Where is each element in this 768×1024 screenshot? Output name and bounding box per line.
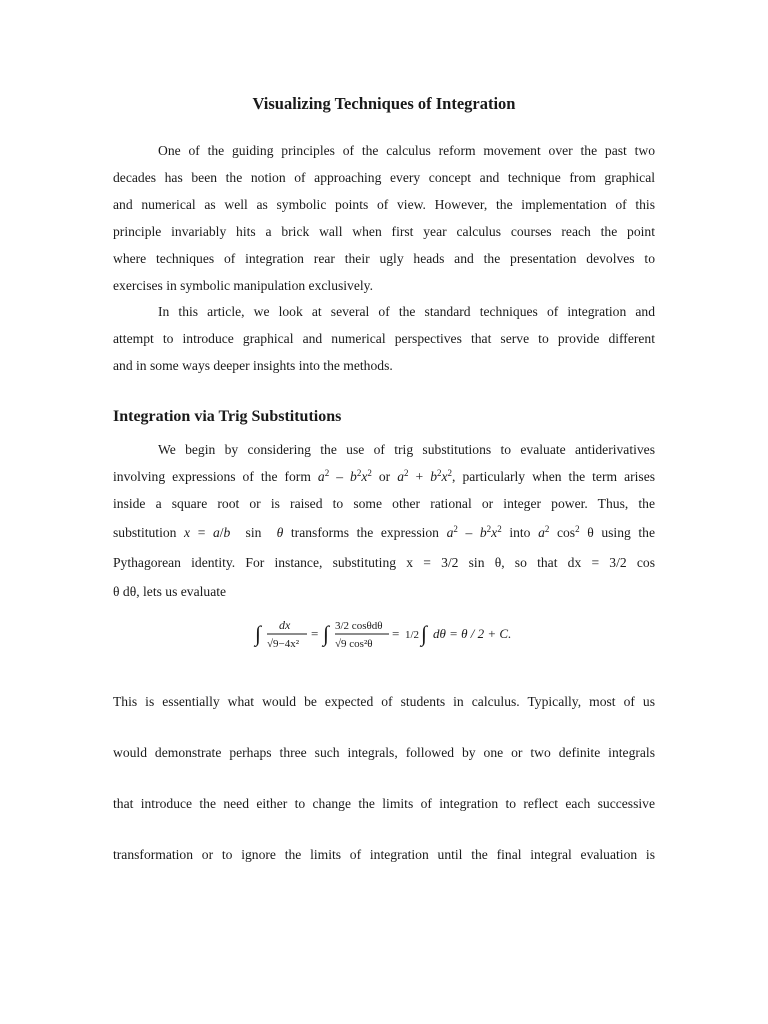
denominator: √9−4x²	[267, 638, 300, 650]
text-line: that introduce the need either to change the limits of integration to reflect each successive	[113, 796, 655, 811]
text-line: would demonstrate perhaps three such integrals, followed by one or two definite integrals	[113, 745, 655, 760]
page-title: Visualizing Techniques of Integration	[252, 94, 516, 113]
intro-paragraph-1	[113, 137, 655, 299]
text-line: In this article, we look at several of the standard techniques of integration and	[158, 304, 655, 319]
text-line: attempt to introduce graphical and numerical perspectives that serve to provide different	[113, 331, 655, 346]
intro-paragraph-2	[113, 298, 655, 379]
text-line: decades has been the notion of approaching every concept and technique from graphical	[113, 170, 655, 185]
result-expression: dθ = θ / 2 + C.	[433, 626, 512, 641]
text-line: substitution x = a/b sin θ transforms the expression $a^2 - b^2x^2$ into $a^2$ $\cos^2 \theta$ using the	[113, 524, 655, 540]
section-heading: Integration via Trig Substitutions	[113, 408, 342, 425]
denominator: √9 cos²θ	[335, 638, 373, 650]
text-line: and numerical as well as symbolic points of view. However, the implementation of this	[113, 197, 655, 212]
integral-sign: ∫	[255, 621, 262, 646]
text-line: where techniques of integration rear their ugly heads and the presentation devolves to	[113, 251, 655, 266]
integral-sign: ∫	[323, 621, 330, 646]
text-line: exercises in symbolic manipulation exclusively.	[113, 278, 373, 293]
numerator: 3/2 cosθdθ	[335, 620, 383, 632]
integral-sign: ∫	[421, 621, 428, 646]
text-line: θ dθ, lets us evaluate	[113, 584, 227, 599]
text-line: One of the guiding principles of the calculus reform movement over the past two	[158, 143, 655, 158]
section-paragraph	[113, 436, 655, 605]
integral-equation	[255, 610, 515, 654]
numerator: dx	[279, 618, 291, 632]
equals-sign: =	[311, 626, 319, 641]
text-line: We begin by considering the use of trig substitutions to evaluate antiderivatives	[158, 442, 655, 457]
closing-paragraph	[113, 676, 655, 880]
equation-graphic	[255, 610, 515, 656]
text-line: inside a square root or is raised to some other rational or integer power. Thus, the	[113, 496, 655, 511]
text-line: involving expressions of the form $a^2 - b^2x^2$ or $a^2 + b^2x^2$, particularly when the term arises	[113, 468, 656, 484]
equals-sign: =	[392, 626, 400, 641]
text-line: This is essentially what would be expected of students in calculus. Typically, most of us	[113, 694, 655, 709]
text-line: principle invariably hits a brick wall when first year calculus courses reach the point	[113, 224, 655, 239]
coefficient: 1/2	[405, 629, 420, 641]
text-line: and in some ways deeper insights into the methods.	[113, 358, 393, 373]
text-line: Pythagorean identity. For instance, substituting x = 3/2 sin θ, so that dx = 3/2 cos	[113, 555, 655, 570]
text-line: transformation or to ignore the limits of integration until the final integral evaluation is	[113, 847, 655, 862]
